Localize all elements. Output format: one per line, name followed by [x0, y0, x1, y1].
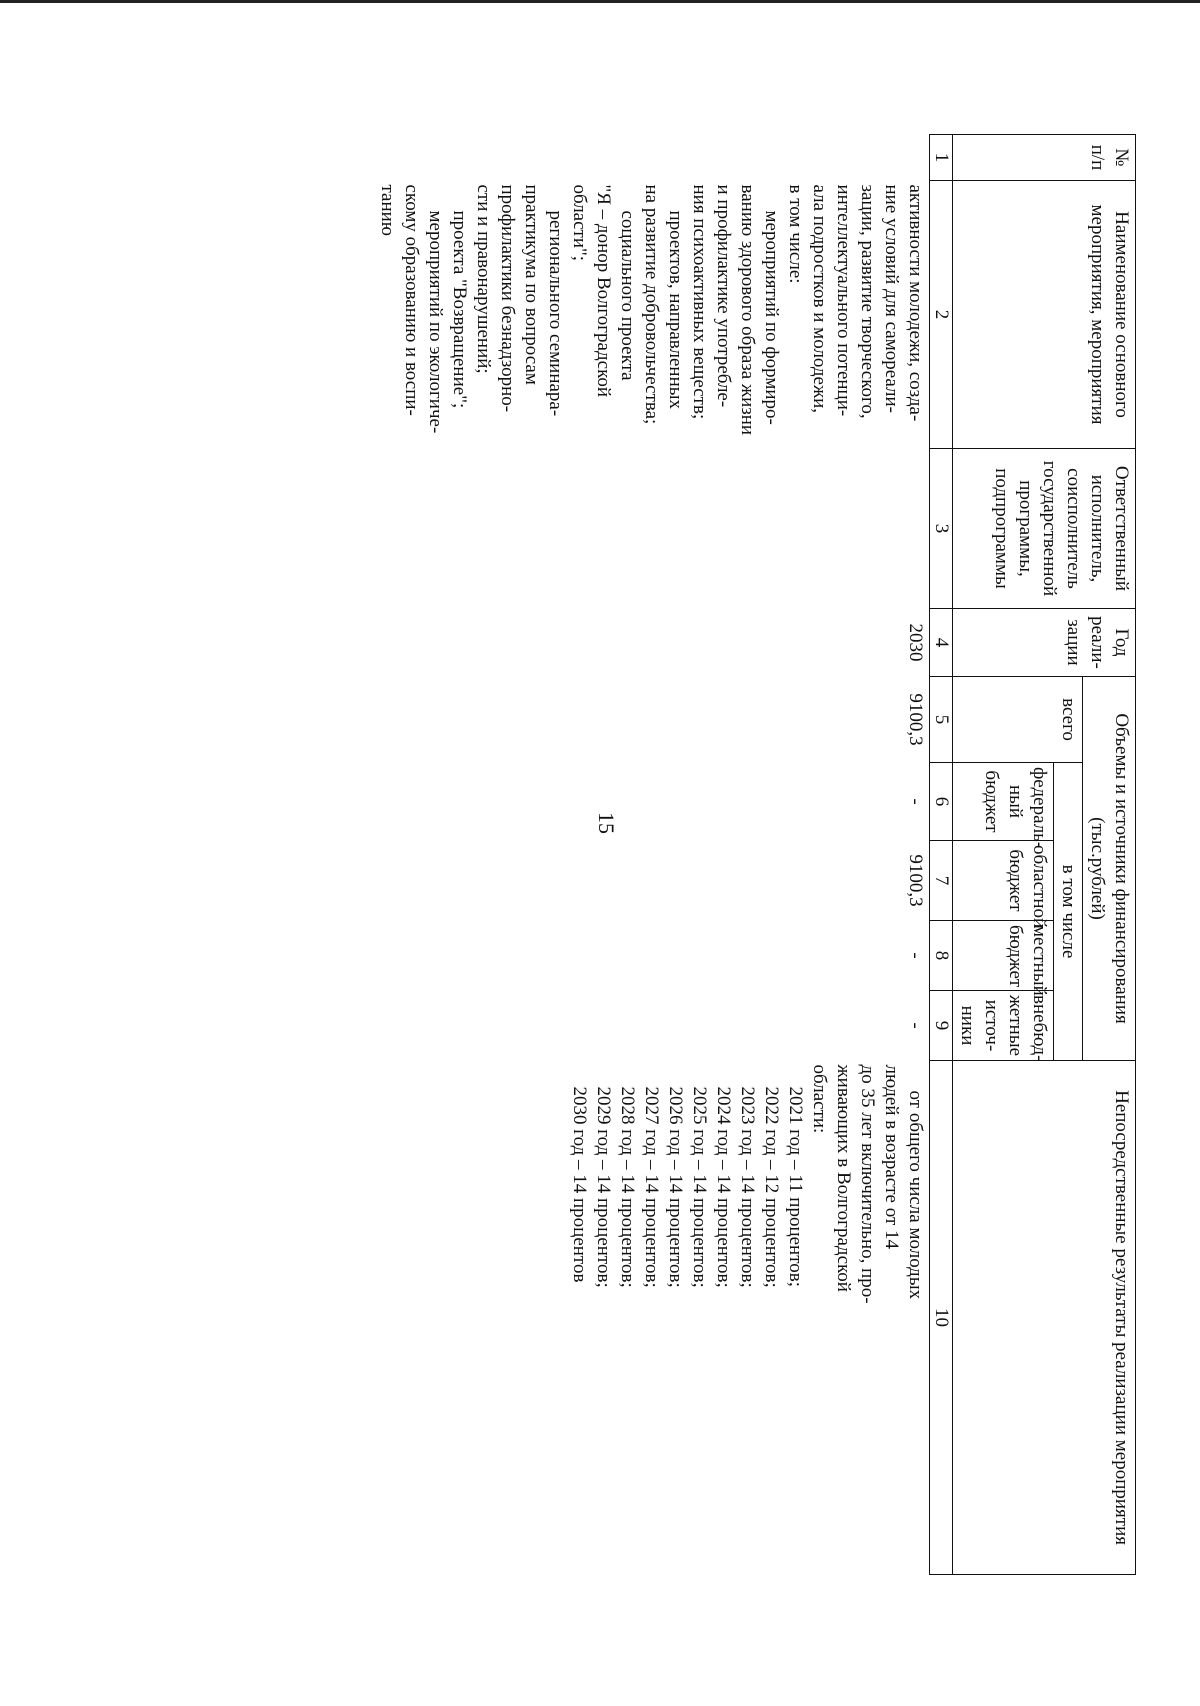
years-list: [567, 1065, 807, 1571]
row-local: -: [905, 952, 926, 959]
header-results: Непосредственные результаты реализации мероприятия: [953, 1061, 1136, 1575]
name-line: в том числе:: [785, 184, 806, 284]
result-line: людей в возрасте от 14: [881, 1064, 902, 1249]
row-extrabudget: -: [905, 1022, 926, 1029]
year-item: 2021 год – 11 процентов;: [785, 1086, 806, 1288]
name-line: регионального семинара-: [545, 210, 566, 417]
column-number: 7: [930, 841, 953, 921]
header-name: Наименование основного мероприятия, мероприятия: [953, 181, 1136, 449]
row-federal: -: [905, 798, 926, 805]
year-item: 2025 год – 14 процентов;: [689, 1086, 710, 1288]
year-item: 2022 год – 12 процентов;: [761, 1086, 782, 1288]
row-name: [373, 181, 930, 449]
year-item: 2023 год – 14 процентов;: [737, 1086, 758, 1288]
header-local: местный бюджет: [953, 921, 1054, 991]
table-row: [373, 135, 930, 1575]
name-line: практикума по вопросам: [521, 184, 542, 385]
column-number: 3: [930, 449, 953, 609]
header-federal: федераль-ный бюджет: [953, 763, 1054, 841]
name-line: проекта "Возвращение";: [449, 210, 470, 409]
column-number: 6: [930, 763, 953, 841]
name-line: социального проекта: [617, 210, 638, 381]
header-year: Год реали-зации: [953, 609, 1136, 677]
name-line: и профилактике употребле-: [713, 184, 734, 408]
header-total: всего: [953, 677, 1083, 763]
name-line: сти и правонарушений;: [473, 184, 494, 374]
result-line: области:: [809, 1064, 830, 1134]
year-item: 2029 год – 14 процентов;: [593, 1086, 614, 1288]
name-line: скому образованию и воспи-: [401, 184, 422, 416]
row-executor: [373, 449, 930, 609]
column-number: 10: [930, 1061, 953, 1575]
name-line: ния психоактивных веществ;: [689, 184, 710, 420]
column-number: 1: [930, 135, 953, 181]
program-table: [373, 134, 1136, 1575]
name-line: интеллектуального потенци-: [833, 184, 854, 417]
result-line: от общего числа молодых: [905, 1090, 926, 1300]
table-container: [373, 134, 1136, 1574]
year-item: 2028 год – 14 процентов;: [617, 1086, 638, 1288]
name-line: проектов, направленных: [665, 210, 686, 410]
year-item: 2026 год – 14 процентов;: [665, 1086, 686, 1288]
year-item: 2027 год – 14 процентов;: [641, 1086, 662, 1288]
column-number: 9: [930, 991, 953, 1061]
year-item: 2030 год – 14 процентов: [569, 1086, 590, 1283]
name-line: "Я – донор Волгоградской: [593, 184, 614, 397]
column-number: 2: [930, 181, 953, 449]
name-line: ала подростков и молодежи,: [809, 184, 830, 414]
column-number: 5: [930, 677, 953, 763]
name-line: мероприятий по формиро-: [761, 210, 782, 425]
name-line: области";: [569, 184, 590, 262]
name-line: на развитие добровольчества;: [641, 184, 662, 425]
header-funding: Объемы и источники финансирования (тыс.рублей): [1083, 677, 1136, 1061]
column-number-row: [930, 135, 953, 1575]
result-line: живающих в Волгоградской: [833, 1064, 854, 1292]
page-number: 15: [594, 812, 619, 834]
name-line: зации, развитие творческого,: [857, 184, 878, 419]
row-total: 9100,3: [905, 693, 926, 746]
name-line: мероприятий по экологиче-: [425, 210, 446, 434]
column-number: 4: [930, 609, 953, 677]
name-line: танию: [377, 184, 398, 236]
row-year: 2030: [905, 623, 926, 662]
row-regional: 9100,3: [905, 854, 926, 907]
name-line: ние условий для самореали-: [881, 184, 902, 413]
header-extrabudget: внебюд-жетные источ-ники: [953, 991, 1054, 1061]
row-results: [373, 1061, 930, 1575]
column-number: 8: [930, 921, 953, 991]
name-line: профилактики безнадзорно-: [497, 184, 518, 413]
header-executor: Ответственный исполнитель, соисполнитель государственной программы, подпрограммы: [953, 449, 1136, 609]
header-row-1: [1083, 135, 1136, 1575]
result-line: до 35 лет включительно, про-: [857, 1064, 878, 1304]
header-num: № п/п: [953, 135, 1136, 181]
year-item: 2024 год – 14 процентов;: [713, 1086, 734, 1288]
name-line: активности молодежи, созда-: [905, 184, 926, 422]
name-line: ванию здорового образа жизни: [737, 184, 758, 436]
header-regional: областной бюджет: [953, 841, 1054, 921]
header-including: в том числе: [1054, 763, 1083, 1061]
row-num: [373, 135, 930, 181]
